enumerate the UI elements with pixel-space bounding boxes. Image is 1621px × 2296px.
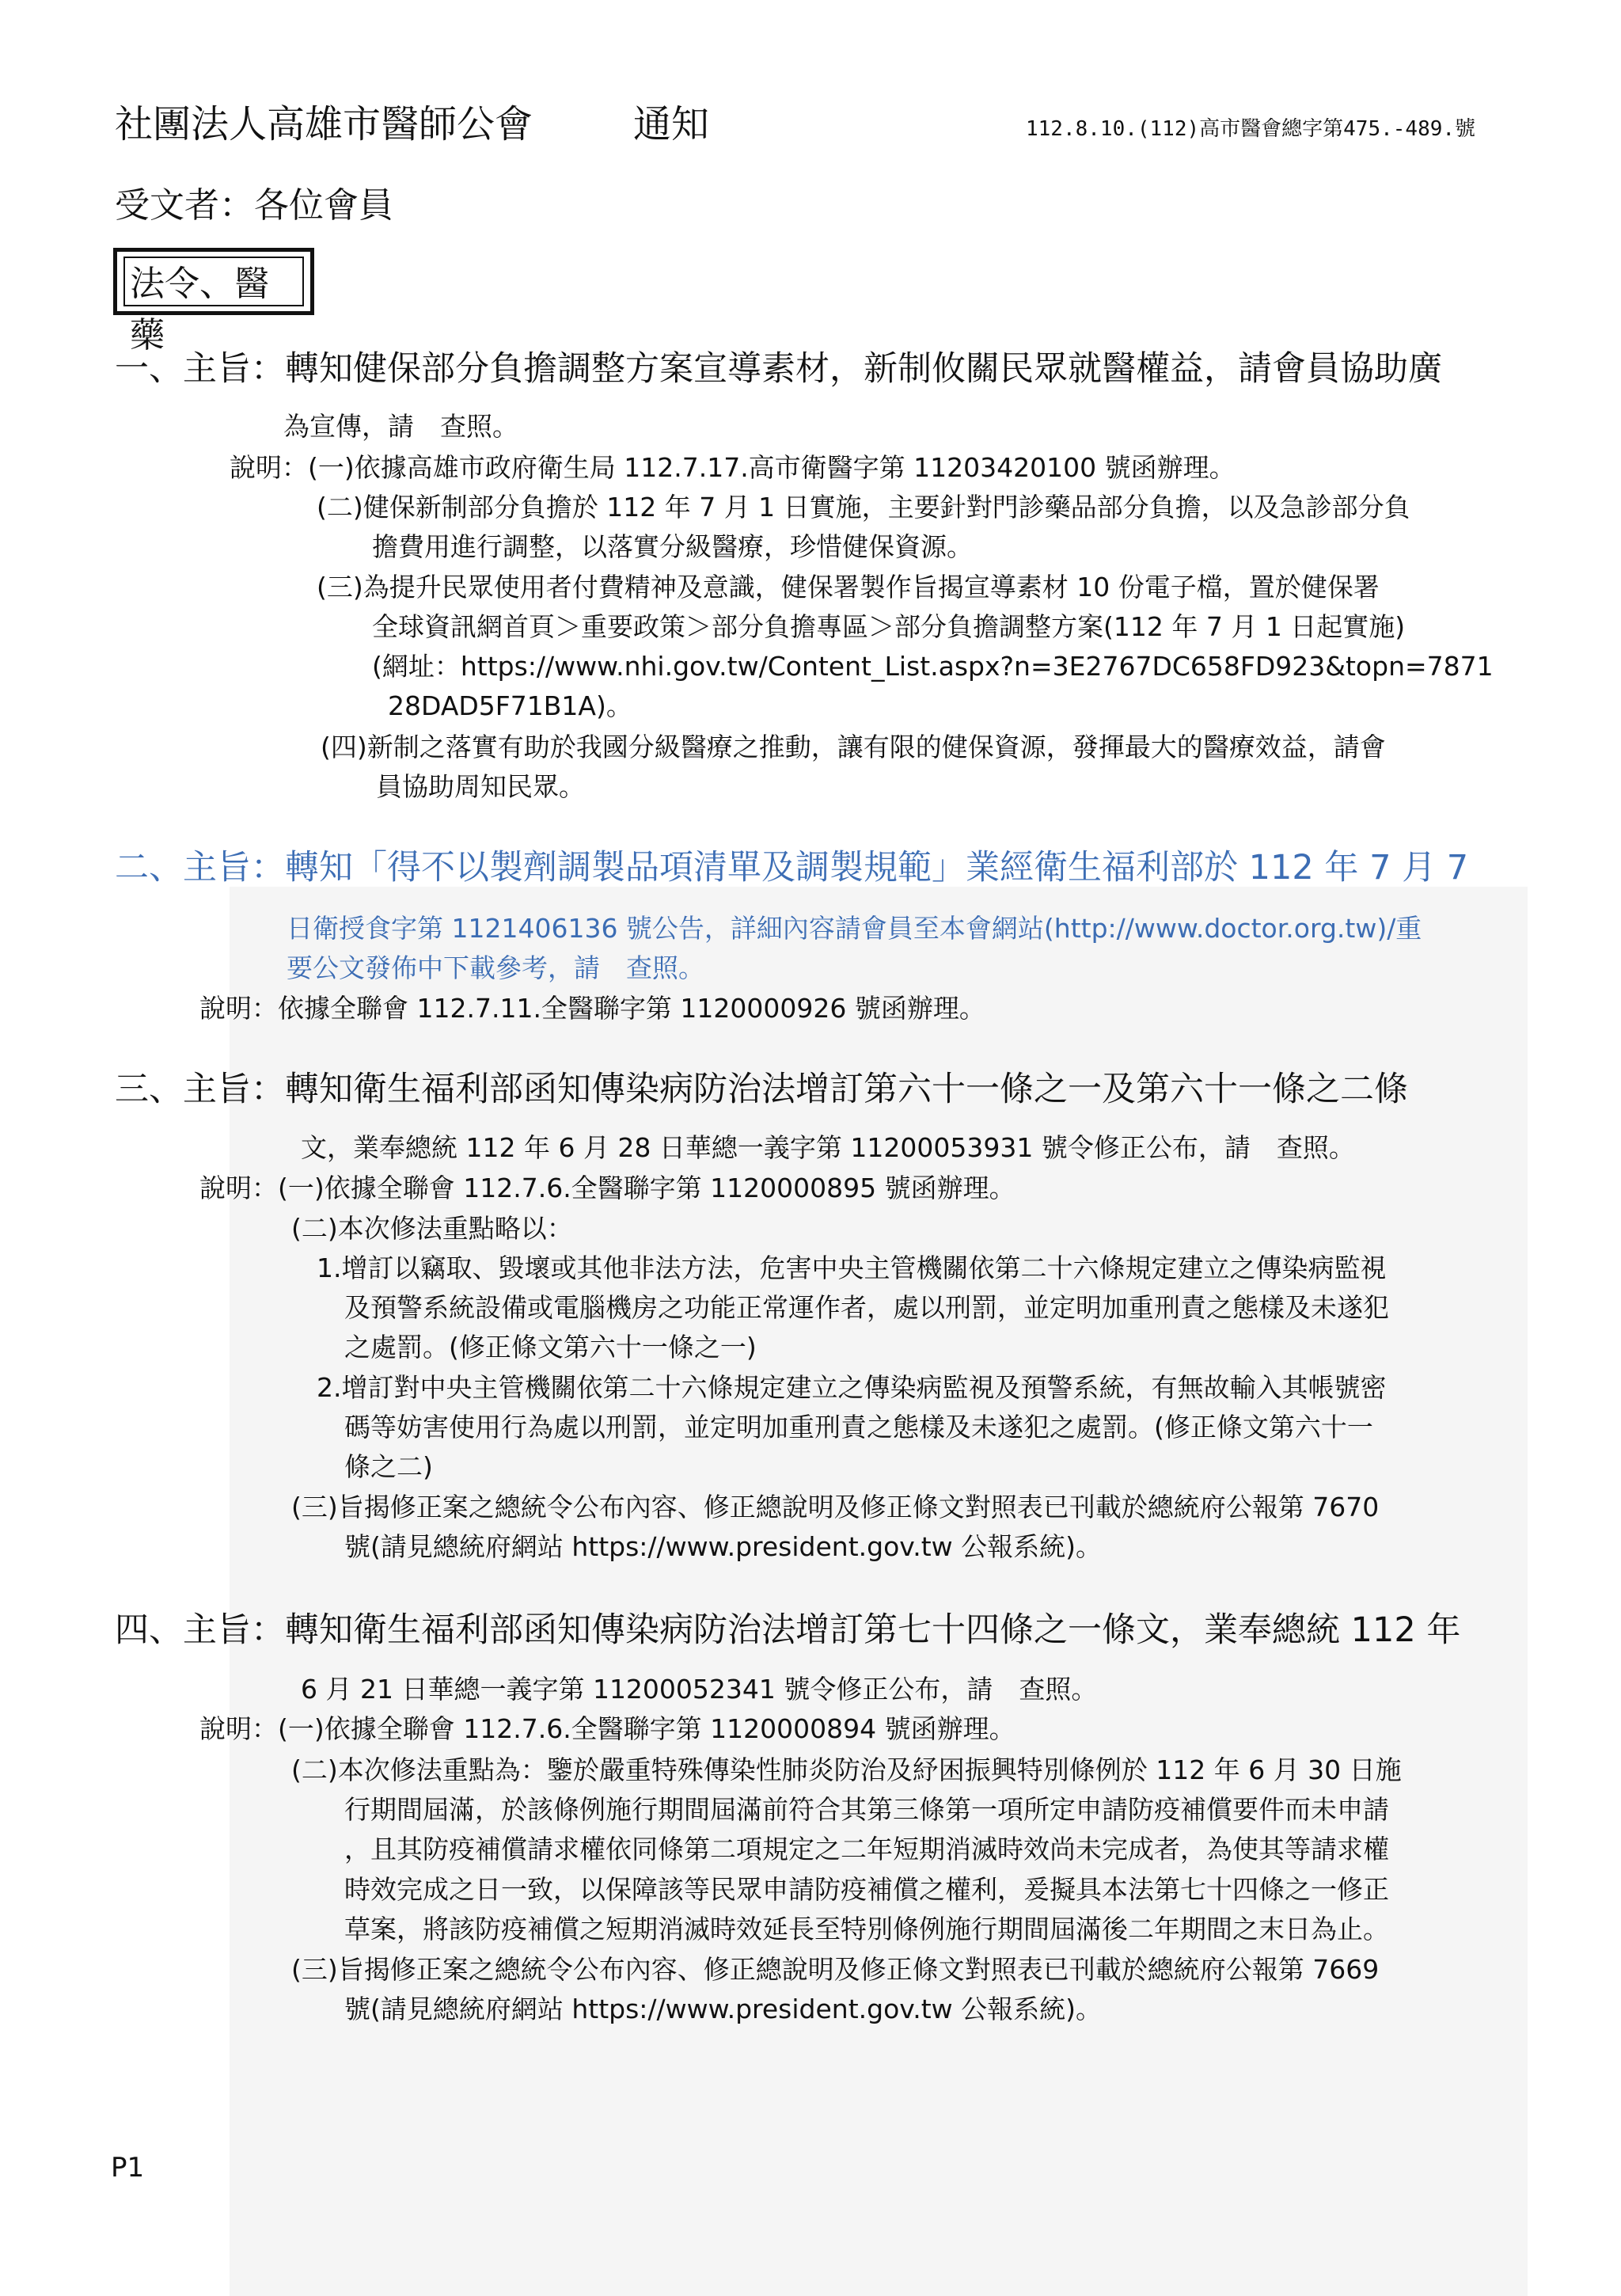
item1-line: 說明：(一)依據高雄市政府衛生局 112.7.17.高市衛醫字第 11203420100 號函辦理。 — [230, 452, 1236, 483]
item3-line: 2.增訂對中央主管機關依第二十六條規定建立之傳染病監視及預警系統，有無故輸入其帳號密 — [317, 1372, 1387, 1403]
item2-line: 日衛授食字第 1121406136 號公告，詳細內容請會員至本會網站(http://www.doctor.org.tw)/重 — [287, 913, 1422, 944]
item3-line: 及預警系統設備或電腦機房之功能正常運作者，處以刑罰，並定明加重刑責之態樣及未遂犯 — [344, 1292, 1389, 1323]
item1-line: 擔費用進行調整，以落實分級醫療，珍惜健保資源。 — [372, 531, 973, 562]
item3-line: 1.增訂以竊取、毀壞或其他非法方法，危害中央主管機關依第二十六條規定建立之傳染病監視 — [317, 1253, 1387, 1283]
item2-subject: 二、主旨：轉知「得不以製劑調製品項清單及調製規範」業經衛生福利部於 112 年 7 月 7 — [115, 848, 1469, 888]
item4-line: (二)本次修法重點為：鑒於嚴重特殊傳染性肺炎防治及紓困振興特別條例於 112 年 6 月 30 日施 — [291, 1754, 1402, 1785]
item4-line: 6 月 21 日華總一義字第 11200052341 號令修正公布，請 查照。 — [301, 1674, 1098, 1705]
item3-line: (二)本次修法重點略以： — [291, 1213, 573, 1244]
item4-line: (三)旨揭修正案之總統令公布內容、修正總說明及修正條文對照表已刊載於總統府公報第 7669 — [291, 1954, 1380, 1985]
item3-line: 說明：(一)依據全聯會 112.7.6.全醫聯字第 1120000895 號函辦理。 — [199, 1173, 1015, 1203]
item4-line: 時效完成之日一致，以保障該等民眾申請防疫補償之權利，爰擬具本法第七十四條之一修正 — [344, 1874, 1389, 1905]
item3-line: 號(請見總統府網站 https://www.president.gov.tw 公報系統)。 — [344, 1531, 1103, 1562]
item4-line: 說明：(一)依據全聯會 112.7.6.全醫聯字第 1120000894 號函辦理。 — [199, 1713, 1015, 1744]
item3-subject: 三、主旨：轉知衛生福利部函知傳染病防治法增訂第六十一條之一及第六十一條之二條 — [115, 1070, 1408, 1109]
item3-line: (三)旨揭修正案之總統令公布內容、修正總說明及修正條文對照表已刊載於總統府公報第 7670 — [291, 1492, 1380, 1522]
item2-line: 說明：依據全聯會 112.7.11.全醫聯字第 1120000926 號函辦理。 — [199, 993, 985, 1024]
item4-line: 行期間屆滿，於該條例施行期間屆滿前符合其第三條第一項所定申請防疫補償要件而未申請 — [344, 1794, 1389, 1825]
item1-line: (網址：https://www.nhi.gov.tw/Content_List.aspx?n=3E2767DC658FD923&topn=7871 — [372, 651, 1494, 682]
item4-line: ，且其防疫補償請求權依同條第二項規定之二年短期消滅時效尚未完成者，為使其等請求權 — [344, 1834, 1389, 1865]
notice-title: 通知 — [633, 102, 710, 146]
reference-number: 112.8.10.(112)高市醫會總字第475.-489.號 — [1026, 117, 1476, 141]
item4-line: 號(請見總統府網站 https://www.president.gov.tw 公報系統)。 — [344, 1994, 1103, 2024]
item2-line: 要公文發佈中下載參考，請 查照。 — [287, 952, 704, 983]
item1-line: 28DAD5F71B1A)。 — [388, 690, 632, 721]
item3-line: 之處罰。(修正條文第六十一條之一) — [344, 1332, 757, 1363]
category-box — [113, 248, 314, 355]
recipient-line: 受文者：各位會員 — [115, 185, 393, 226]
item1-line: (四)新制之落實有助於我國分級醫療之推動，讓有限的健保資源，發揮最大的醫療效益，請會 — [321, 732, 1386, 762]
item3-line: 碼等妨害使用行為處以刑罰，並定明加重刑責之態樣及未遂犯之處罰。(修正條文第六十一 — [344, 1412, 1373, 1443]
item1-line: (二)健保新制部分負擔於 112 年 7 月 1 日實施，主要針對門診藥品部分負擔，以及急診部分負 — [317, 492, 1410, 523]
item1-line: 全球資訊網首頁＞重要政策＞部分負擔專區＞部分負擔調整方案(112 年 7 月 1 日起實施) — [372, 611, 1406, 642]
item4-line: 草案，將該防疫補償之短期消滅時效延長至特別條例施行期間屆滿後二年期間之末日為止。 — [344, 1914, 1389, 1944]
category-label: 法令、醫藥 — [123, 257, 304, 306]
item1-line: 員協助周知民眾。 — [376, 771, 585, 802]
item1-line: (三)為提升民眾使用者付費精神及意識，健保署製作旨揭宣導素材 10 份電子檔，置於健保署 — [317, 572, 1380, 603]
org-name: 社團法人高雄市醫師公會 — [115, 102, 533, 146]
item3-line: 文，業奉總統 112 年 6 月 28 日華總一義字第 11200053931 號令修正公布，請 查照。 — [301, 1132, 1355, 1163]
item1-line: 為宣傳，請 查照。 — [283, 411, 518, 442]
item1-subject: 一、主旨：轉知健保部分負擔調整方案宣導素材，新制攸關民眾就醫權益，請會員協助廣 — [115, 349, 1442, 389]
item4-subject: 四、主旨：轉知衛生福利部函知傳染病防治法增訂第七十四條之一條文，業奉總統 112 年 — [115, 1610, 1461, 1650]
page-number: P1 — [111, 2152, 145, 2184]
item3-line: 條之二) — [344, 1451, 433, 1482]
